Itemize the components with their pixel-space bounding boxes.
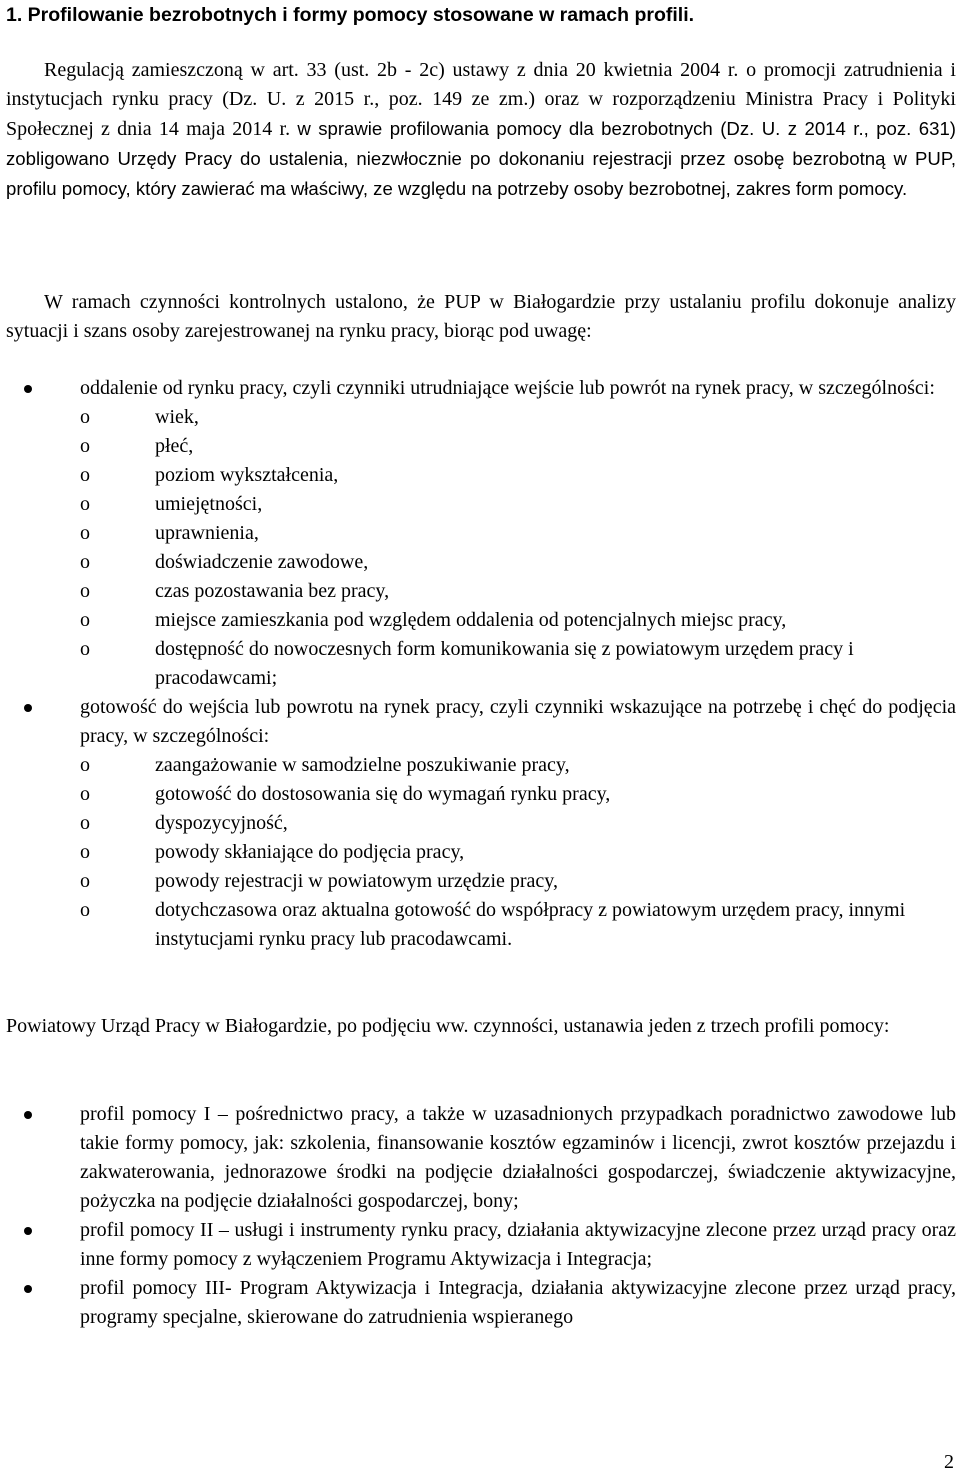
- intro-part-2: w sprawie profilowania pomocy dla bezrobotnych (Dz. U. z 2014 r., poz. 631) zobligowano Urzędy Pracy do ustalenia, niezwłocznie po dokonaniu rejestracji przez osobę bezrobotną w PUP, profilu pomocy, który zawierać ma właściwy, ze względu na potrzeby osoby bezrobotnej, zakres form pomocy.: [6, 118, 956, 199]
- factor-sublist: [80, 751, 956, 954]
- factor-text: gotowość do wejścia lub powrotu na rynek pracy, czyli czynniki wskazujące na potrzebę i chęć do podjęcia pracy, w szczególności:: [80, 696, 956, 747]
- sub-item: [80, 432, 956, 461]
- factor-text: oddalenie od rynku pracy, czyli czynniki utrudniające wejście lub powrót na rynek pracy, w szczególności:: [80, 377, 935, 399]
- profile-text: profil pomocy III- Program Aktywizacja i Integracja, działania aktywizacyjne zlecone przez urząd pracy, programy specjalne, skierowane do zatrudnienia wspieranego: [80, 1277, 956, 1328]
- sub-item-text: powody skłaniające do podjęcia pracy,: [155, 841, 465, 863]
- factor-sublist: [80, 403, 956, 693]
- sub-item-text: dostępność do nowoczesnych form komunikowania się z powiatowym urzędem pracy i pracodawcami;: [155, 638, 854, 689]
- sub-item: [80, 548, 956, 577]
- sub-marker: o: [80, 406, 90, 428]
- sub-item-text: poziom wykształcenia,: [155, 464, 339, 486]
- sub-marker: o: [80, 493, 90, 515]
- profiles-intro: Powiatowy Urząd Pracy w Białogardzie, po podjęciu ww. czynności, ustanawia jeden z trzech profili pomocy:: [6, 1015, 890, 1037]
- bullet-dot: [24, 1227, 32, 1235]
- sub-item-text: umiejętności,: [155, 493, 263, 515]
- sub-marker: o: [80, 609, 90, 631]
- sub-item-text: miejsce zamieszkania pod względem oddalenia od potencjalnych miejsc pracy,: [155, 609, 787, 631]
- sub-marker: o: [80, 522, 90, 544]
- bullet-dot: [24, 704, 32, 712]
- sub-marker: o: [80, 841, 90, 863]
- intro-part-1: Regulacją zamieszczoną w art. 33 (ust. 2b - 2c) ustawy z dnia 20 kwietnia 2004 r. o promocji zatrudnienia i instytucjach rynku pracy (Dz. U. z 2015 r., poz. 149 ze zm.) oraz w rozporządzeniu Ministra Pracy i Polityki Społecznej z dnia 14 maja 2014 r.: [6, 59, 956, 140]
- profile-item: [0, 1100, 960, 1216]
- sub-item: [80, 635, 956, 693]
- control-paragraph: W ramach czynności kontrolnych ustalono, że PUP w Białogardzie przy ustalaniu profilu dokonuje analizy sytuacji i szans osoby zarejestrowanej na rynku pracy, biorąc pod uwagę:: [6, 291, 956, 342]
- sub-item: [80, 780, 956, 809]
- sub-item: [80, 867, 956, 896]
- section-heading: 1. Profilowanie bezrobotnych i formy pomocy stosowane w ramach profili.: [6, 4, 695, 26]
- sub-item: [80, 809, 956, 838]
- sub-item-text: gotowość do dostosowania się do wymagań rynku pracy,: [155, 783, 611, 805]
- sub-marker: o: [80, 812, 90, 834]
- bullet-dot: [24, 1111, 32, 1119]
- sub-item: [80, 838, 956, 867]
- page-number: 2: [944, 1451, 954, 1473]
- sub-marker: o: [80, 638, 90, 660]
- sub-item-text: powody rejestracji w powiatowym urzędzie pracy,: [155, 870, 558, 892]
- profiles-list: [0, 1100, 960, 1332]
- sub-marker: o: [80, 580, 90, 602]
- sub-item-text: dotychczasowa oraz aktualna gotowość do współpracy z powiatowym urzędem pracy, innymi instytucjami rynku pracy lub pracodawcami.: [155, 899, 906, 950]
- sub-item: [80, 577, 956, 606]
- sub-item-text: wiek,: [155, 406, 199, 428]
- sub-item-text: zaangażowanie w samodzielne poszukiwanie pracy,: [155, 754, 570, 776]
- sub-item: [80, 519, 956, 548]
- bullet-dot: [24, 1285, 32, 1293]
- sub-marker: o: [80, 754, 90, 776]
- sub-item: [80, 461, 956, 490]
- sub-item-text: doświadczenie zawodowe,: [155, 551, 369, 573]
- profile-item: [0, 1216, 960, 1274]
- factor-item: [0, 693, 960, 954]
- profile-item: [0, 1274, 960, 1332]
- factor-item: [0, 374, 960, 693]
- sub-item: [80, 403, 956, 432]
- sub-item: [80, 606, 956, 635]
- profile-text: profil pomocy II – usługi i instrumenty rynku pracy, działania aktywizacyjne zlecone przez urząd pracy oraz inne formy pomocy z wyłączeniem Programu Aktywizacja i Integracja;: [80, 1219, 956, 1270]
- profile-text: profil pomocy I – pośrednictwo pracy, a także w uzasadnionych przypadkach poradnictwo zawodowe lub takie formy pomocy, jak: szkolenia, finansowanie kosztów egzaminów i licencji, zwrot kosztów przejazdu i zakwaterowania, jednorazowe środki na podjęcie działalności gospodarczej, świadczenie aktywizacyjne, pożyczka na podjęcie działalności gospodarczej, bony;: [80, 1103, 956, 1212]
- sub-item: [80, 751, 956, 780]
- factors-list: [0, 374, 960, 954]
- sub-item-text: czas pozostawania bez pracy,: [155, 580, 390, 602]
- sub-item-text: płeć,: [155, 435, 194, 457]
- sub-item-text: dyspozycyjność,: [155, 812, 288, 834]
- sub-item-text: uprawnienia,: [155, 522, 259, 544]
- sub-marker: o: [80, 870, 90, 892]
- intro-paragraph: [6, 56, 956, 204]
- sub-marker: o: [80, 783, 90, 805]
- sub-item: [80, 490, 956, 519]
- sub-marker: o: [80, 435, 90, 457]
- sub-item: [80, 896, 956, 954]
- bullet-dot: [24, 385, 32, 393]
- sub-marker: o: [80, 899, 90, 921]
- sub-marker: o: [80, 551, 90, 573]
- sub-marker: o: [80, 464, 90, 486]
